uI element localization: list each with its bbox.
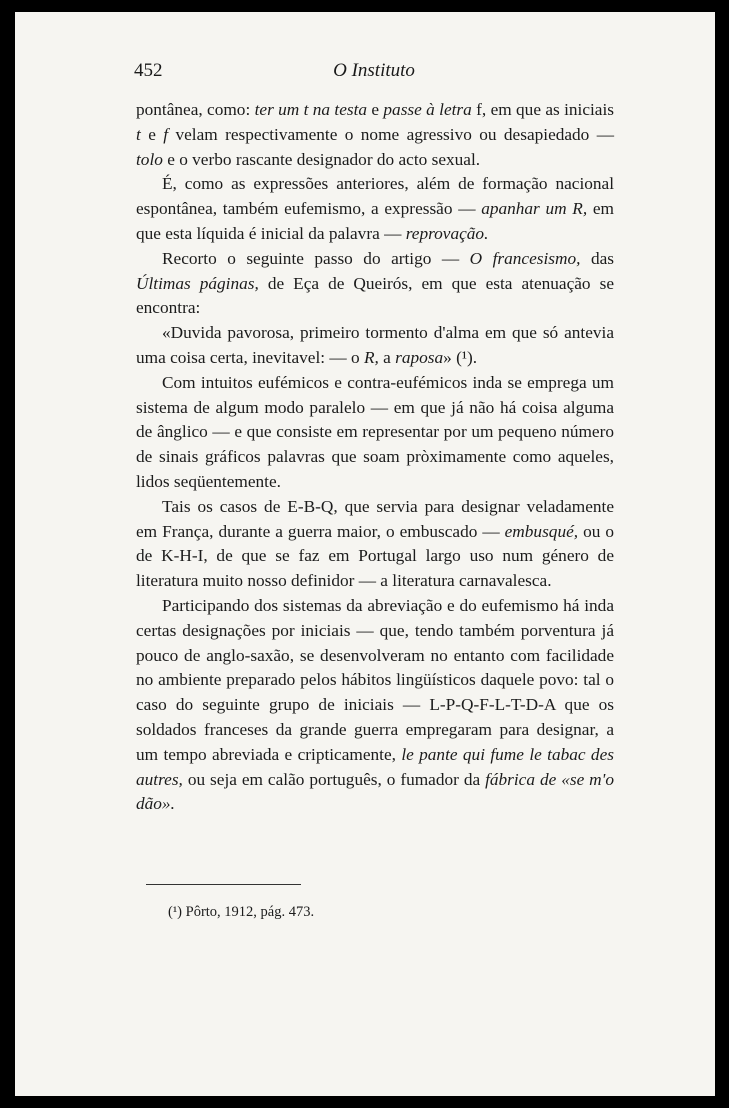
text-run: e (140, 124, 164, 144)
italic-text: ter um t na testa (254, 100, 368, 119)
italic-text: apanhar um R, (481, 199, 588, 219)
italic-text: reprovação. (405, 223, 489, 243)
italic-text: le pante qui fume le tabac des autres, (136, 744, 614, 789)
text-run: velam respectivamente o nome agressivo ou desapiedado — (168, 124, 615, 144)
italic-text: O francesismo, (469, 248, 581, 268)
italic-text: f (163, 124, 169, 144)
paragraph (136, 495, 614, 594)
italic-text: tolo (136, 149, 163, 169)
italic-text: t (136, 124, 141, 144)
text-run: f, em que as iniciais (471, 100, 614, 119)
paragraph (136, 371, 614, 495)
text-run: a (378, 347, 396, 367)
text-run: Participando dos sistemas da abreviação e do eufemismo há inda certas designações por iniciais — que, tendo também porventura já pouco de anglo-saxão, se desenvolveram no entanto com facilidade no ambiente preparado pelos hábitos lingüísticos daquele povo: tal o caso do seguinte grupo de iniciais — L-P-Q-F-L-T-D-A que os soldados franceses da grande guerra empregaram para designar, a um tempo abreviada e cripticamente, (136, 595, 614, 764)
paragraph (136, 98, 614, 172)
italic-text: passe à letra (383, 100, 472, 119)
text-run: em que esta líquida é inicial da palavra — (136, 199, 614, 243)
text-run: Tais os casos de E-B-Q, que servia para designar veladamente em França, durante a guerra maior, o embuscado — (136, 496, 614, 541)
text-run: «Duvida pavorosa, primeiro tormento d'alma em que só antevia uma coisa certa, inevitavel: — o (136, 323, 614, 367)
footnote (168, 904, 314, 921)
page-number: 452 (134, 60, 163, 81)
text-run: ou seja em calão português, o fumador da (182, 769, 486, 789)
running-title: O Instituto (333, 60, 415, 81)
paragraph (136, 247, 614, 321)
text-run: » (¹). (443, 347, 478, 367)
italic-text: raposa (395, 347, 444, 367)
italic-text: embusqué, (504, 521, 579, 541)
text-run: das (580, 248, 614, 268)
italic-text: fábrica de «se m'o dão». (136, 769, 614, 814)
paragraph (136, 594, 614, 817)
footnote-text: Pôrto, 1912, pág. 473. (185, 904, 315, 920)
text-run: Com intuitos eufémicos e contra-eufémicos inda se emprega um sistema de algum modo paralelo — em que já não há coisa alguma de ânglico — e que consiste em representar por um pequeno número de sinais gráficos palavras que soam pròximamente como aqueles, lidos seqüentemente. (136, 372, 614, 491)
text-run: e o verbo rascante designador do acto sexual. (162, 149, 481, 169)
page-header (134, 60, 614, 88)
text-run: É, como as expressões anteriores, além de formação nacional espontânea, também eufemismo, a expressão — (136, 174, 614, 219)
italic-text: R, (363, 347, 379, 367)
text-run: Recorto o seguinte passo do artigo — (162, 248, 470, 268)
text-run: pontânea, como: (136, 100, 255, 119)
paragraph (136, 172, 614, 246)
text-run: ou o de K-H-I, de que se faz em Portugal largo uso num género de literatura muito nosso definidor — a literatura carnavalesca. (136, 521, 614, 591)
italic-text: Últimas páginas, (136, 273, 259, 293)
body-text (136, 98, 614, 817)
footnote-rule (146, 884, 301, 885)
text-run: e (367, 100, 384, 119)
paragraph (136, 321, 614, 371)
text-run: de Eça de Queirós, em que esta atenuação se encontra: (136, 273, 614, 318)
footnote-marker: (¹) (168, 904, 183, 920)
